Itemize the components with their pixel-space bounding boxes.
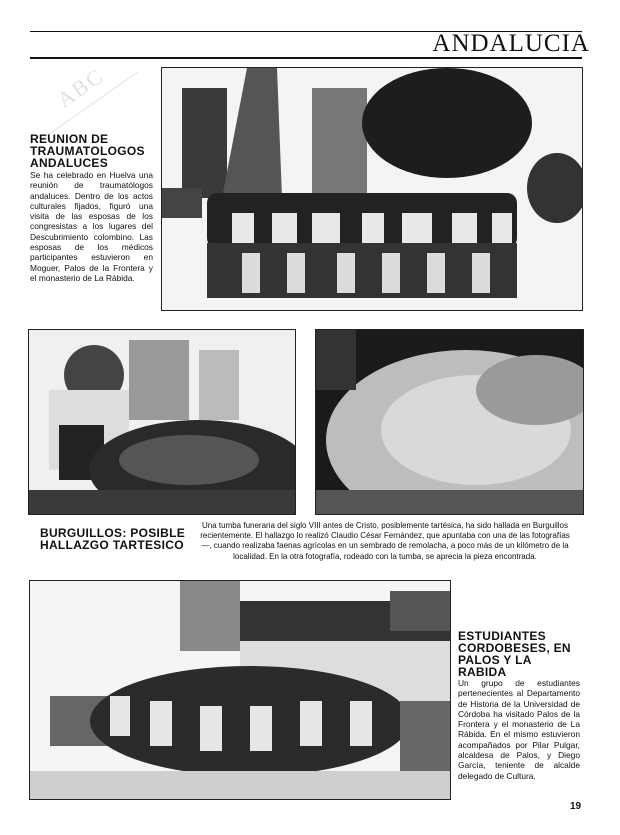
story2-headline: BURGUILLOS: POSIBLE HALLAZGO TARTESICO [40, 526, 186, 552]
story1-photo [161, 67, 583, 311]
story2-photo-right [315, 329, 584, 515]
story3-photo [29, 580, 451, 800]
story3-body: Un grupo de estudiantes pertenecientes al Departamento de Historia de la Universidad de Córdoba ha visitado Palos de la Frontera y el monasterio de La Rábida. En el mismo estuvieron acompañados por Pilar Pulgar, alcaldesa de Palos, y Diego García, teniente de alcalde delegado de Cultura. [458, 678, 580, 781]
page-number: 19 [570, 801, 582, 812]
story2-photo-left [28, 329, 296, 515]
story3-headline: ESTUDIANTES CORDOBESES, EN PALOS Y LA RABIDA [458, 629, 571, 679]
section-title: ANDALUCIA [432, 30, 590, 57]
story1-body: Se ha celebrado en Huelva una reunión de traumatólogos andaluces. Dentro de los actos culturales fijados, figuró una visita de las esposas de los congresistas a los lugares del Descubrimiento colombino. Las esposas de los médicos participantes estuvieron en Moguer, Palos de la Frontera y el monasterio de La Rábida. [30, 170, 153, 283]
story2-caption: Una tumba funeraria del siglo VIII antes de Cristo, posiblemente tartésica, ha sido hallada en Burguillos recientemente. El hallazgo lo realizó Claudio César Fernández, que apuntaba con una de las fotografías —, cuando realizaba faenas agrícolas en un sembrado de remolacha, a poco más de un kilómetro de la localidad. En la otra fotografía, rodeado con la tumba, se aprecia la pieza encontrada. [200, 521, 570, 561]
header-rule-bottom [30, 57, 582, 59]
story1-headline: REUNION DE TRAUMATOLOGOS ANDALUCES [30, 132, 145, 170]
watermark-1: ABC [52, 62, 109, 113]
